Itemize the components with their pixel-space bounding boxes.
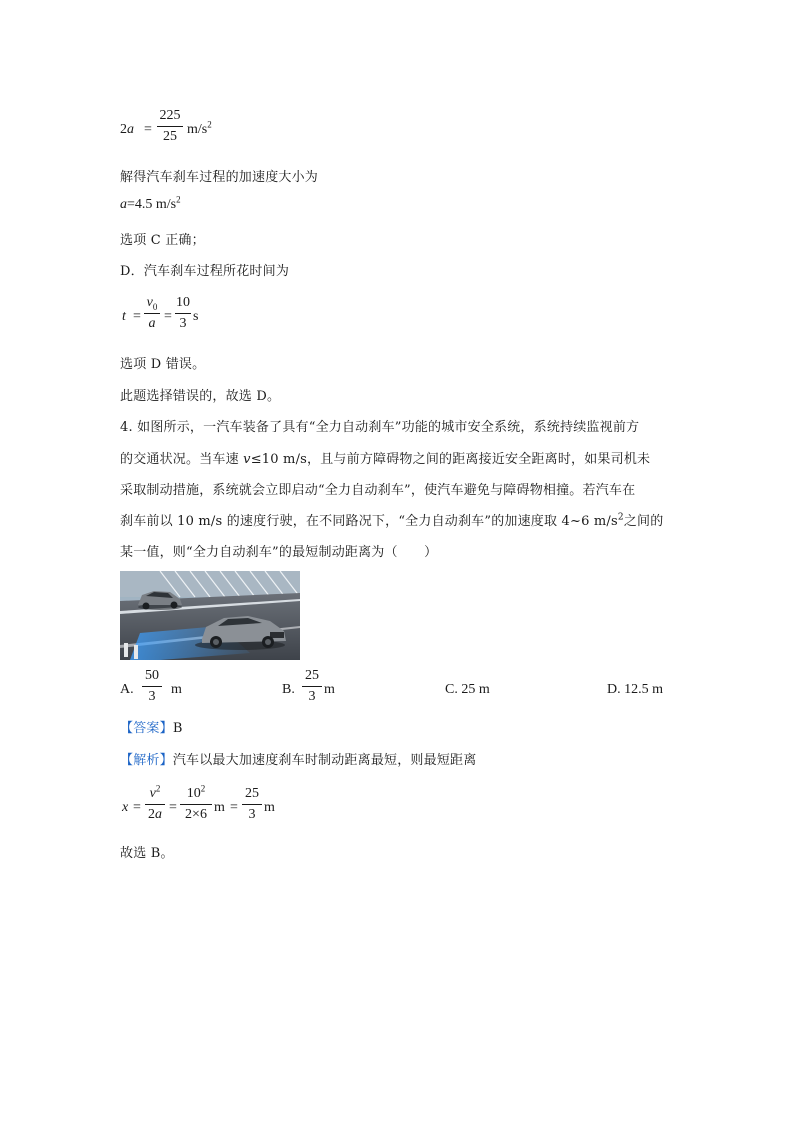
eq3-fraction-1: $v^2$ 2a: [145, 785, 165, 824]
question4-line4: 刹车前以 10 m/s 的速度行驶，在不同路况下，“全力自动刹车”的加速度取 4~6 $m/s^2$之间的: [120, 512, 664, 529]
equation-distance: [120, 783, 290, 827]
analysis-tag: 【解析】: [120, 753, 173, 768]
accel-result: [120, 194, 181, 213]
eq3-unit-1: m: [214, 800, 225, 815]
final-line: 故选 B。: [120, 846, 174, 861]
eq2-fraction-1: [144, 294, 160, 333]
eq2-variable: t: [122, 309, 126, 324]
accel-result-variable: a: [120, 197, 127, 212]
accel-result-exponent: 2: [176, 194, 181, 205]
choice-a-fraction: [142, 667, 162, 706]
eq2-fraction-2: [175, 294, 191, 333]
eq1-equals: =: [144, 122, 152, 137]
eq1-coefficient: 2: [120, 122, 127, 137]
choice-b-label: B.: [282, 682, 295, 697]
question4-line3: 采取制动措施，系统就会立即启动“全力自动刹车”，使汽车避免与障碍物相撞。若汽车在: [120, 483, 636, 498]
eq2-numerator-variable: v: [146, 295, 153, 310]
eq2-numerator-subscript: 0: [152, 301, 158, 312]
choice-b-fraction: [302, 667, 322, 706]
eq1-unit: m/s: [187, 122, 208, 137]
answer-line: [120, 717, 183, 736]
equation-time: [120, 295, 220, 336]
eq1-denominator: 25: [163, 129, 177, 144]
eq2-denominator-2: 3: [179, 316, 187, 331]
eq2-unit: s: [193, 309, 199, 324]
eq3-fraction-2: $10^2$ 2×6: [180, 785, 212, 824]
eq1-numerator: 225: [159, 108, 181, 123]
eq3-fraction-3: 25 3: [242, 785, 262, 824]
analysis-line: [120, 749, 476, 768]
choice-c: C. 25 m: [445, 682, 490, 697]
option-d-intro-line: D．汽车刹车过程所花时间为: [120, 264, 290, 279]
eq2-equals-1: =: [133, 309, 141, 324]
eq3-equals-3: =: [230, 800, 238, 815]
eq1-unit-exponent: 2: [207, 119, 212, 130]
question4-line5: 某一值，则“全力自动刹车”的最短制动距离为（ ）: [120, 545, 438, 560]
answer-value: B: [172, 721, 183, 736]
choice-b-denominator: 3: [308, 689, 316, 704]
eq2-denominator-variable: a: [148, 316, 156, 331]
choice-b-numerator: 25: [305, 668, 319, 683]
choice-a-numerator: 50: [145, 668, 159, 683]
option-c-line: 选项 C 正确；: [120, 233, 205, 248]
analysis-text: 汽车以最大加速度刹车时制动距离最短，则最短距离: [172, 753, 477, 768]
equation-acceleration: [120, 108, 240, 149]
accel-intro-line: 解得汽车刹车过程的加速度大小为: [120, 170, 319, 185]
eq3-equals-1: =: [133, 800, 141, 815]
choice-a-unit: m: [171, 682, 182, 697]
choice-d: D. 12.5 m: [607, 682, 663, 697]
choice-b: [282, 669, 362, 709]
conclusion-line: 此题选择错误的，故选 D。: [120, 389, 281, 404]
question4-line2: 的交通状况。当车速 v≤10 m/s，且与前方障碍物之间的距离接近安全距离时，如果司机未: [120, 452, 651, 467]
car-braking-illustration: [120, 571, 300, 660]
eq1-variable: a: [127, 122, 134, 137]
eq1-fraction: [157, 107, 183, 146]
option-d-wrong-line: 选项 D 错误。: [120, 357, 206, 372]
choice-a-label: A.: [120, 682, 134, 697]
choice-a-denominator: 3: [148, 689, 156, 704]
eq3-unit-2: m: [264, 800, 275, 815]
eq2-numerator-2: 10: [176, 295, 190, 310]
answer-tag: 【答案】: [120, 721, 173, 736]
choice-b-unit: m: [324, 682, 335, 697]
question4-line1: 4. 如图所示，一汽车装备了具有“全力自动刹车”功能的城市安全系统，系统持续监视前方: [120, 420, 640, 435]
accel-result-value: =4.5 m/s: [127, 197, 177, 212]
eq3-equals-2: =: [169, 800, 177, 815]
eq2-equals-2: =: [164, 309, 172, 324]
choice-a: [120, 669, 200, 709]
eq3-variable: x: [122, 800, 129, 815]
